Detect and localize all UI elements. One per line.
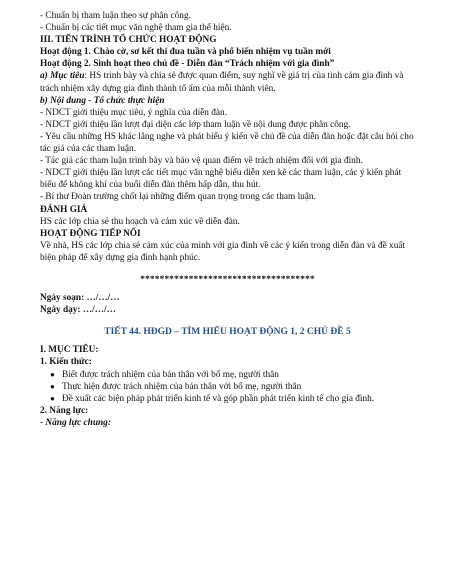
activity-2-heading: Hoạt động 2. Sinh hoạt theo chủ đề - Diễn đàn “Trách nhiệm với gia đình”: [40, 59, 335, 70]
follow-up-heading: HOẠT ĐỘNG TIẾP NỐI: [40, 228, 141, 239]
skills-heading: 2. Năng lực:: [40, 405, 89, 416]
content-line: - Bí thư Đoàn trường chốt lại những điểm quan trọng trong các tham luận.: [40, 192, 316, 203]
bullet-icon: ●: [50, 381, 55, 391]
follow-up-text: Về nhà, HS các lớp chia sẻ cảm xúc của mình với gia đình về các ý kiến trong diễn đàn và đề xuất biện pháp để xây dựng gia đình hạnh phúc.: [40, 240, 406, 263]
section-1-heading: I. MỤC TIÊU:: [40, 345, 99, 356]
lesson-title: TIẾT 44. HĐGD – TÌM HIỂU HOẠT ĐỘNG 1, 2 CHỦ ĐỀ 5: [104, 327, 351, 338]
bullet-text: Biết được trách nhiệm của bản thân với bố mẹ, người thân: [62, 369, 279, 380]
list-item: [40, 369, 415, 381]
content-heading: b) Nội dung - Tổ chức thực hiện: [40, 95, 165, 106]
goal-text: : HS trình bày và chia sẻ được quan điểm, suy nghĩ về giá trị của tình cảm gia đình và trách nhiệm xây dựng gia đình thành tổ ấm của mỗi thành viên.: [40, 71, 404, 94]
content-line: - NDCT giới thiệu lần lượt các tiết mục văn nghệ biểu diễn xen kẽ các tham luận, các ý kiến phát biểu để không khí của buổi diễn đàn thêm hấp dẫn, thu hút.: [40, 168, 402, 191]
document-page: [40, 10, 415, 429]
content-line: - Yêu cầu những HS khác lắng nghe và phát biểu ý kiến về chủ đề của diễn đàn hoặc đặt câu hỏi cho tác giả của các tham luận.: [40, 131, 414, 155]
content-line: - NDCT giới thiệu mục tiêu, ý nghĩa của diễn đàn.: [40, 107, 228, 118]
date-prepared: Ngày soạn: …/…/…: [40, 293, 120, 304]
content-line: - NDCT giới thiệu lần lượt đại diện các lớp tham luận về nội dung được phân công.: [40, 119, 351, 130]
date-taught: Ngày dạy: …/…/…: [40, 305, 116, 316]
bullet-icon: ●: [50, 393, 55, 403]
bullet-icon: ●: [50, 369, 55, 379]
knowledge-heading: 1. Kiến thức:: [40, 357, 92, 368]
bullet-text: Thực hiện được trách nhiệm của bản thân với bố mẹ, người thân: [62, 381, 302, 392]
goal-paragraph: [40, 70, 415, 94]
prep-line-1: - Chuẩn bị tham luận theo sự phân công.: [40, 11, 191, 21]
general-skills-heading: - Năng lực chung:: [40, 417, 111, 428]
evaluation-heading: ĐÁNH GIÁ: [40, 204, 88, 215]
list-item: [40, 381, 415, 393]
prep-line-2: - Chuẩn bị các tiết mục văn nghệ tham gia thể hiện.: [40, 23, 232, 34]
content-line: - Tác giả các tham luận trình bày và bảo vệ quan điểm về trách nhiệm đối với gia đình.: [40, 156, 363, 167]
goal-label: a) Mục tiêu: [40, 71, 85, 82]
evaluation-text: HS các lớp chia sẻ thu hoạch và cảm xúc về diễn đàn.: [40, 216, 240, 227]
bullet-text: Đề xuất các biện pháp phát triển kinh tế và góp phần phát triển kinh tế cho gia đình.: [62, 393, 375, 404]
list-item: [40, 393, 415, 405]
section-3-heading: III. TIẾN TRÌNH TỔ CHỨC HOẠT ĐỘNG: [40, 35, 217, 46]
activity-1-heading: Hoạt động 1. Chào cờ, sơ kết thi đua tuần và phổ biến nhiệm vụ tuần mới: [40, 47, 331, 58]
separator-stars: ************************************: [140, 274, 315, 285]
